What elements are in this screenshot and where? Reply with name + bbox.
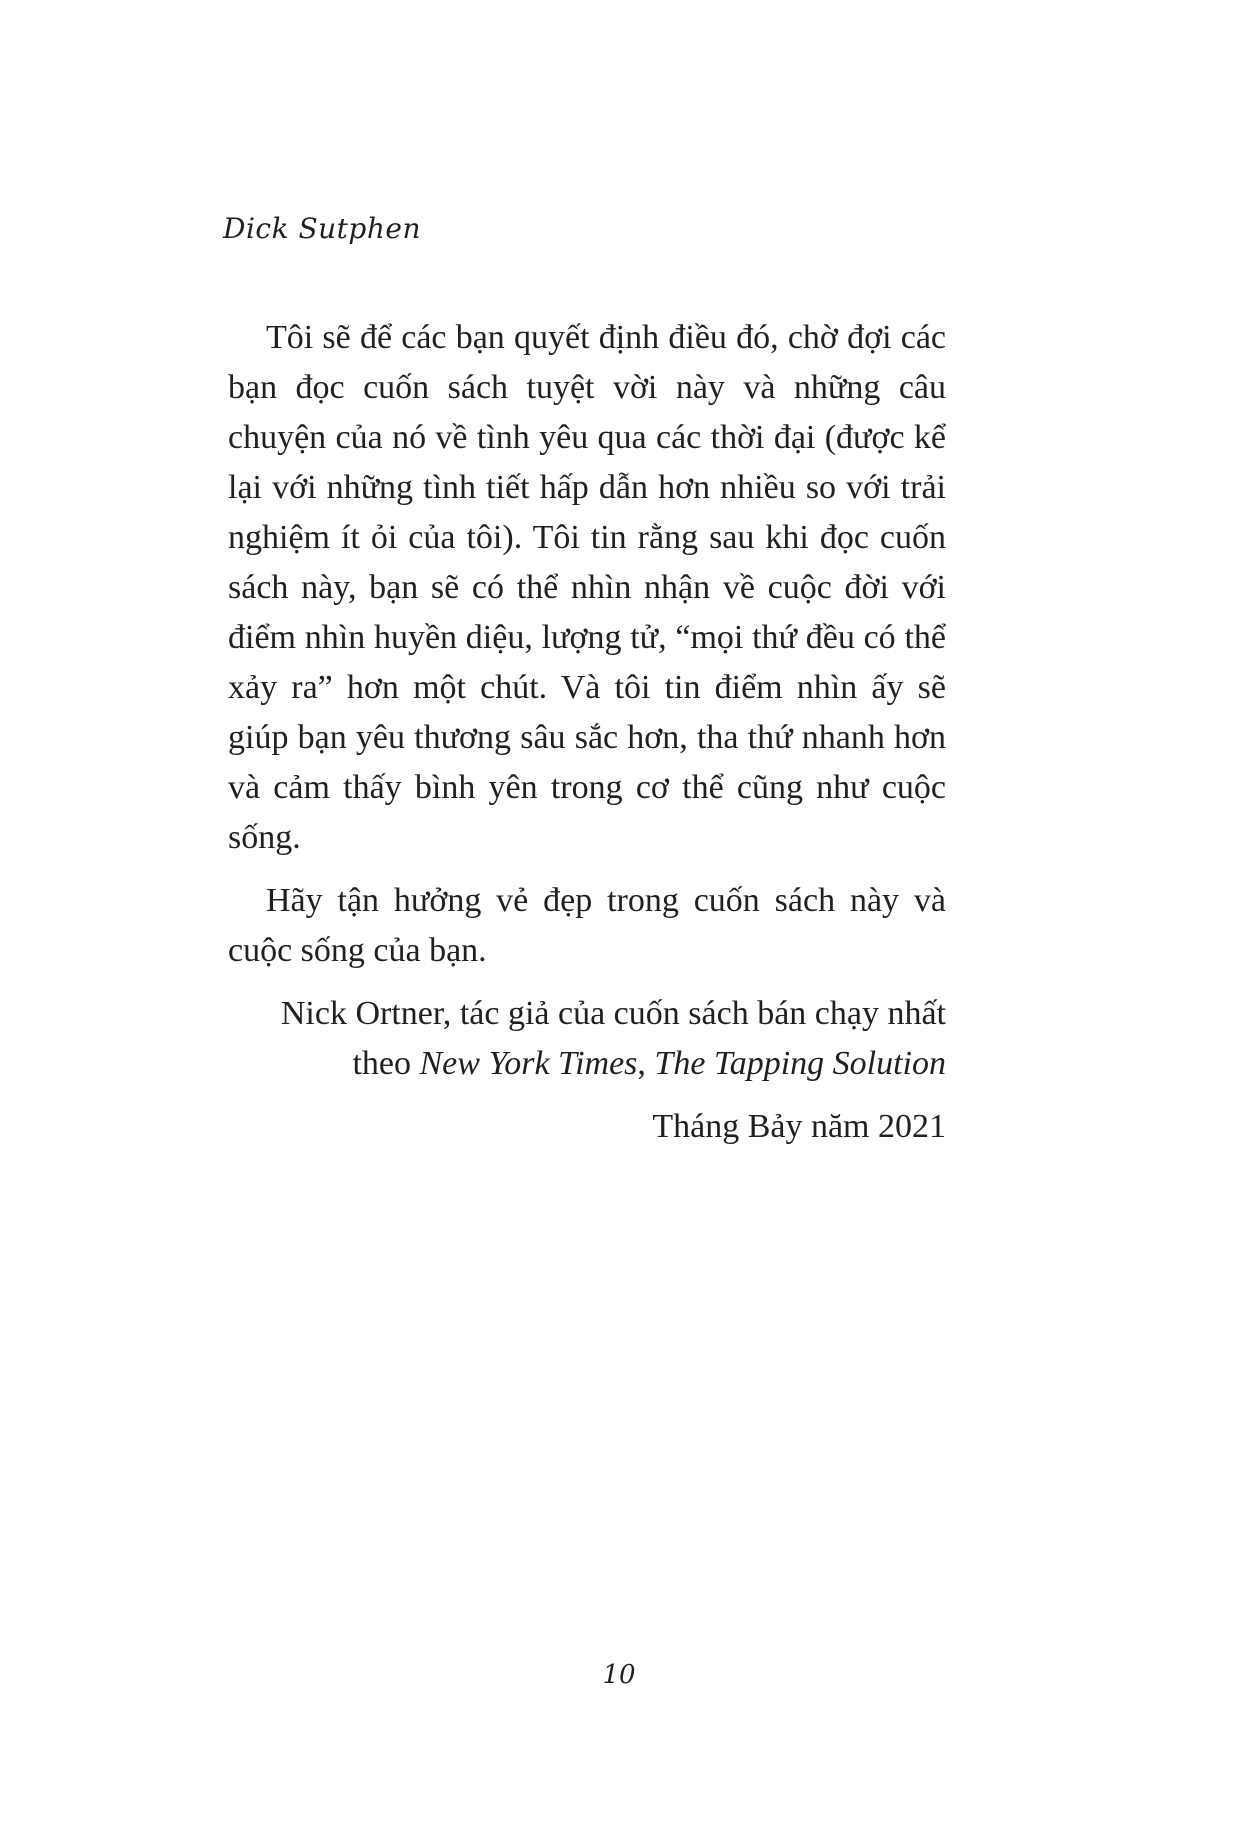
signoff-prefix: theo xyxy=(352,1045,420,1082)
body-text xyxy=(228,313,946,1152)
signoff-date: Tháng Bảy năm 2021 xyxy=(652,1108,946,1145)
running-head: Dick Sutphen xyxy=(223,212,421,245)
signoff-author: Nick Ortner, tác giả của cuốn sách bán chạy nhất xyxy=(280,995,946,1032)
paragraph: Tôi sẽ để các bạn quyết định điều đó, chờ đợi các bạn đọc cuốn sách tuyệt vời này và những câu chuyện của nó về tình yêu qua các thời đại (được kể lại với những tình tiết hấp dẫn hơn nhiều so với trải nghiệm ít ỏi của tôi). Tôi tin rằng sau khi đọc cuốn sách này, bạn sẽ có thể nhìn nhận về cuộc đời với điểm nhìn huyền diệu, lượng tử, “mọi thứ đều có thể xảy ra” hơn một chút. Và tôi tin điểm nhìn ấy sẽ giúp bạn yêu thương sâu sắc hơn, tha thứ nhanh hơn và cảm thấy bình yên trong cơ thể cũng như cuộc sống. xyxy=(228,319,946,856)
signoff-credit xyxy=(228,1039,946,1089)
page-number: 10 xyxy=(602,1660,636,1690)
signoff-separator: , xyxy=(637,1045,655,1082)
paragraph: Hãy tận hưởng vẻ đẹp trong cuốn sách này và cuộc sống của bạn. xyxy=(228,882,946,969)
signoff xyxy=(228,989,946,1152)
book-title: The Tapping Solution xyxy=(654,1045,946,1082)
publication-title: New York Times xyxy=(419,1045,638,1082)
